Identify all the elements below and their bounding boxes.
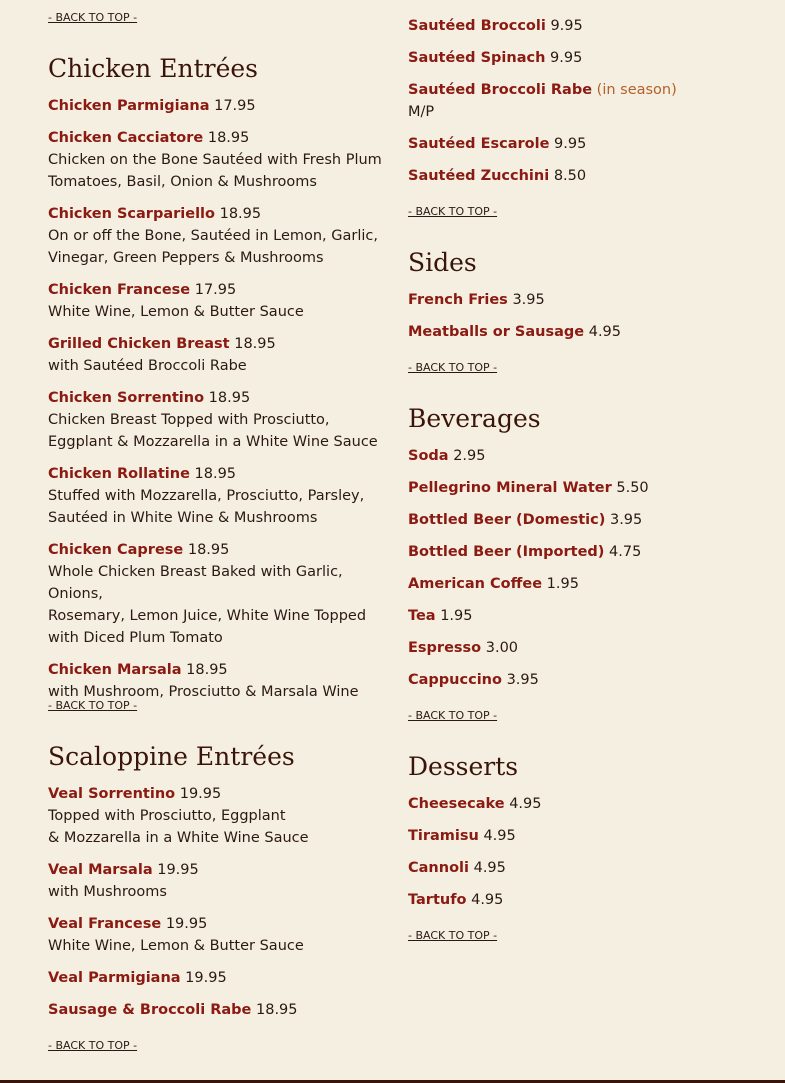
item-price: 1.95: [546, 576, 579, 592]
item-price: 1.95: [440, 608, 473, 624]
menu-item: [408, 793, 758, 815]
item-price: 9.95: [550, 50, 583, 66]
item-name: Chicken Cacciatore: [48, 130, 204, 146]
item-price: 17.95: [194, 282, 237, 298]
menu-item: [48, 127, 383, 149]
item-description: & Mozzarella in a White Wine Sauce: [48, 830, 309, 846]
menu-item: [408, 15, 758, 37]
menu-item: [408, 857, 758, 879]
item-description: White Wine, Lemon & Butter Sauce: [48, 304, 304, 320]
section-title-beverages: Beverages: [408, 404, 541, 433]
item-description: Topped with Prosciutto, Eggplant: [48, 808, 286, 824]
item-name: Bottled Beer (Imported): [408, 544, 605, 560]
menu-item: [48, 783, 383, 805]
item-description: Chicken Breast Topped with Prosciutto,: [48, 412, 330, 428]
menu-item: [408, 541, 758, 563]
item-price: 18.95: [256, 1002, 298, 1018]
menu-item: [408, 825, 758, 847]
item-description: Rosemary, Lemon Juice, White Wine Topped: [48, 608, 367, 624]
item-description: Chicken on the Bone Sautéed with Fresh Plum: [48, 152, 382, 168]
item-price: 18.95: [187, 542, 230, 558]
item-name: Bottled Beer (Domestic): [408, 512, 606, 528]
menu-item: [48, 999, 383, 1021]
item-price: 4.95: [473, 860, 506, 876]
item-name: Cappuccino: [408, 672, 502, 688]
item-price: 5.50: [616, 480, 649, 496]
menu-item: [408, 605, 758, 627]
item-name: Veal Marsala: [48, 862, 153, 878]
menu-item: [408, 133, 758, 155]
item-price: 9.95: [554, 136, 587, 152]
item-name: Cannoli: [408, 860, 469, 876]
item-description: with Diced Plum Tomato: [48, 630, 223, 646]
menu-item: [408, 445, 758, 467]
item-price: 19.95: [179, 786, 222, 802]
menu-item: [48, 387, 383, 409]
item-price: 3.95: [609, 512, 643, 528]
menu-item: [48, 913, 383, 935]
item-price: 9.95: [550, 18, 583, 34]
item-description: Vinegar, Green Peppers & Mushrooms: [48, 250, 324, 266]
item-price: 3.00: [485, 640, 519, 656]
menu-item: [48, 463, 383, 485]
item-price: 4.75: [609, 544, 642, 560]
menu-item: [408, 573, 758, 595]
item-name: Chicken Scarpariello: [48, 206, 215, 222]
menu-item: [408, 165, 758, 187]
item-name: Sautéed Zucchini: [408, 168, 550, 184]
menu-item: [408, 637, 758, 659]
item-name: Soda: [408, 448, 449, 464]
back-to-top-link[interactable]: - BACK TO TOP -: [48, 699, 138, 712]
item-name: Chicken Sorrentino: [48, 390, 205, 406]
item-name: Sautéed Broccoli Rabe: [408, 82, 593, 98]
menu-item: [408, 79, 758, 101]
item-price: 18.95: [208, 390, 251, 406]
item-price: 4.95: [483, 828, 516, 844]
menu-item: [408, 889, 758, 911]
menu-item: [48, 333, 383, 355]
item-name: American Coffee: [408, 576, 543, 592]
item-name: Tea: [408, 608, 436, 624]
item-name: Cheesecake: [408, 796, 505, 812]
item-name: Veal Parmigiana: [48, 970, 181, 986]
item-price: 18.95: [234, 336, 276, 352]
item-name: Grilled Chicken Breast: [48, 336, 230, 352]
item-name: Pellegrino Mineral Water: [408, 480, 612, 496]
item-name: Chicken Parmigiana: [48, 98, 210, 114]
back-to-top-link[interactable]: - BACK TO TOP -: [408, 709, 498, 722]
menu-item: [408, 47, 758, 69]
item-name: Sausage & Broccoli Rabe: [48, 1002, 252, 1018]
item-price: 17.95: [214, 98, 256, 114]
item-price: 3.95: [512, 292, 545, 308]
menu-item: [48, 859, 383, 881]
menu-item: [48, 203, 383, 225]
item-name: Sautéed Escarole: [408, 136, 550, 152]
item-price: 18.95: [219, 206, 262, 222]
menu-item: [48, 659, 383, 681]
item-description: Tomatoes, Basil, Onion & Mushrooms: [48, 174, 317, 190]
menu-item: [408, 321, 758, 343]
item-name: Sautéed Spinach: [408, 50, 546, 66]
back-to-top-link[interactable]: - BACK TO TOP -: [408, 929, 498, 942]
item-name: Veal Sorrentino: [48, 786, 176, 802]
item-name: Chicken Marsala: [48, 662, 182, 678]
item-price: 8.50: [553, 168, 587, 184]
menu-item: [408, 509, 758, 531]
item-name: Espresso: [408, 640, 482, 656]
item-price: 19.95: [165, 916, 208, 932]
item-price: 18.95: [194, 466, 237, 482]
item-note: (in season): [596, 82, 677, 98]
item-price: 18.95: [207, 130, 250, 146]
item-name: Sautéed Broccoli: [408, 18, 546, 34]
item-name: Chicken Rollatine: [48, 466, 190, 482]
item-description: Eggplant & Mozzarella in a White Wine Sauce: [48, 434, 378, 450]
menu-item: [408, 477, 758, 499]
item-name: Tiramisu: [408, 828, 479, 844]
section-title-sides: Sides: [408, 248, 477, 277]
section-title-chicken: Chicken Entrées: [48, 54, 258, 83]
item-description: On or off the Bone, Sautéed in Lemon, Garlic,: [48, 228, 378, 244]
section-title-scaloppine: Scaloppine Entrées: [48, 742, 295, 771]
menu-item: [48, 95, 383, 117]
back-to-top-link[interactable]: - BACK TO TOP -: [408, 361, 498, 374]
item-name: Tartufo: [408, 892, 467, 908]
item-price: 18.95: [186, 662, 228, 678]
back-to-top-link[interactable]: - BACK TO TOP -: [48, 11, 138, 24]
item-name: Veal Francese: [48, 916, 162, 932]
item-description: Sautéed in White Wine & Mushrooms: [48, 510, 318, 526]
item-price: 4.95: [471, 892, 504, 908]
item-description: Whole Chicken Breast Baked with Garlic, Onions,: [48, 564, 343, 602]
menu-item: [48, 279, 383, 301]
item-name: French Fries: [408, 292, 508, 308]
section-title-desserts: Desserts: [408, 752, 519, 781]
item-name: Chicken Francese: [48, 282, 191, 298]
item-price: M/P: [408, 104, 435, 120]
menu-item: [408, 669, 758, 691]
item-price: 19.95: [157, 862, 199, 878]
item-name: Chicken Caprese: [48, 542, 184, 558]
item-price: 4.95: [588, 324, 622, 340]
menu-item: [48, 539, 383, 561]
item-description: with Sautéed Broccoli Rabe: [48, 358, 247, 374]
item-description: with Mushroom, Prosciutto & Marsala Wine: [48, 684, 359, 700]
item-name: Meatballs or Sausage: [408, 324, 585, 340]
back-to-top-link[interactable]: - BACK TO TOP -: [48, 1039, 138, 1052]
menu-item: [48, 967, 383, 989]
item-description: with Mushrooms: [48, 884, 167, 900]
item-price: 3.95: [506, 672, 539, 688]
item-description: Stuffed with Mozzarella, Prosciutto, Parsley,: [48, 488, 365, 504]
item-price: 2.95: [453, 448, 486, 464]
menu-item: [408, 289, 758, 311]
item-price: 19.95: [185, 970, 227, 986]
back-to-top-link[interactable]: - BACK TO TOP -: [408, 205, 498, 218]
item-price: 4.95: [509, 796, 542, 812]
item-description: White Wine, Lemon & Butter Sauce: [48, 938, 304, 954]
